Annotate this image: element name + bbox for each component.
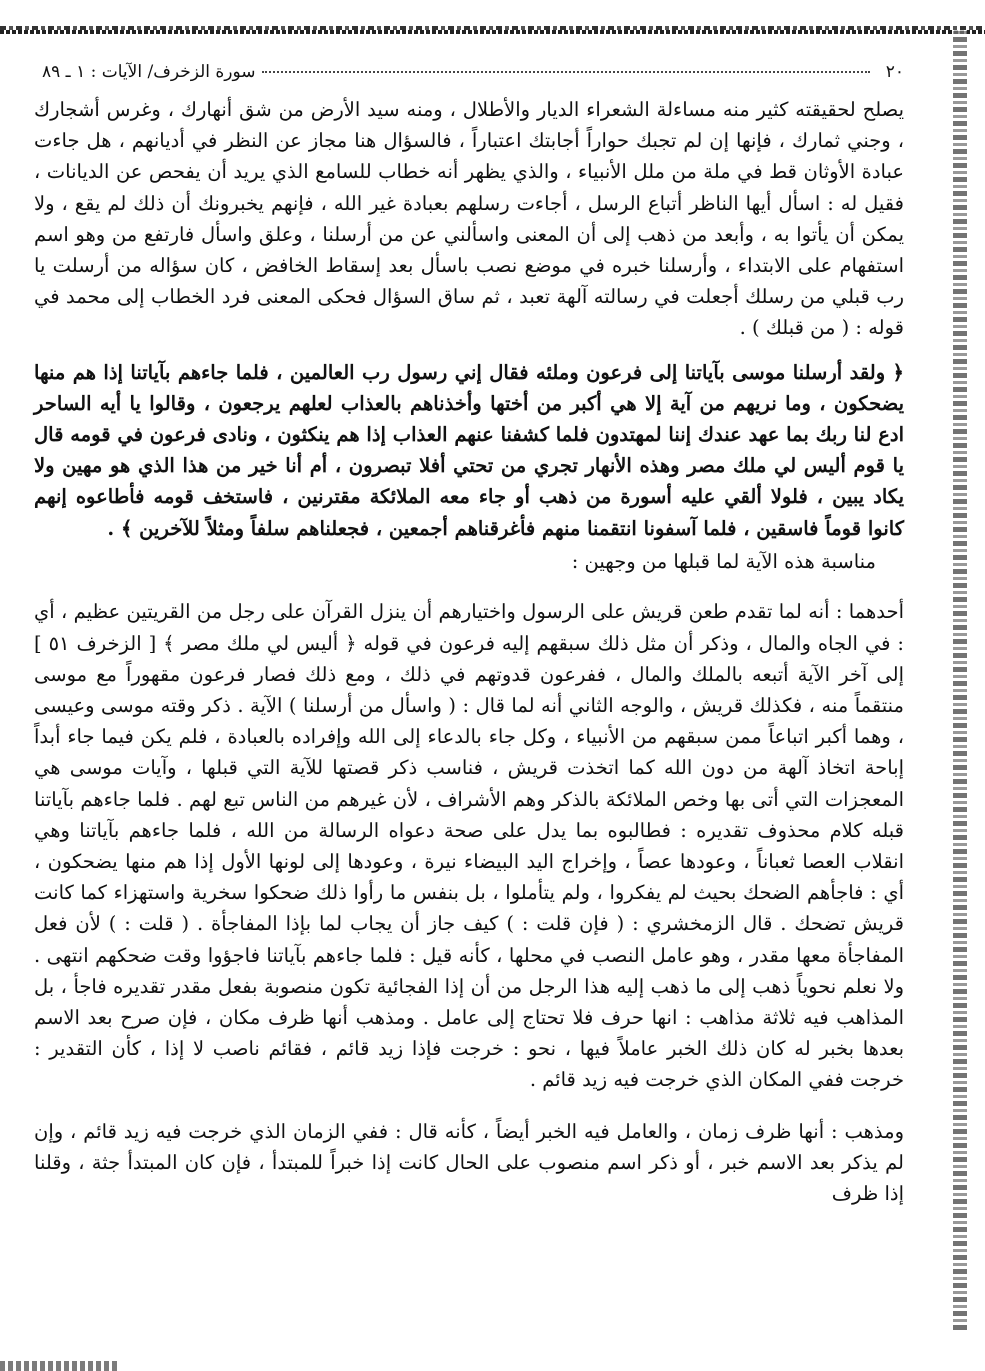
bottom-ornamental-border: [0, 1361, 120, 1371]
running-header: [34, 62, 904, 92]
page-number: ٢٠: [885, 62, 904, 82]
intro-paragraph: يصلح لحقيقته كثير منه مساءلة الشعراء الديار والأطلال ، ومنه سيد الأرض من شق أنهارك ، وغرس أشجارك ، وجني ثمارك ، فإنها إن لم تجبك حواراً أجابتك اعتباراً ، فالسؤال هنا مجاز عن النظر في أديانهم ، هل جاءت عبادة الأوثان قط في ملة من ملل الأنبياء ، والذي يظهر أنه خطاب للسامع الذي يريد أن يفحص عن الديانات ، فقيل له : اسأل أيها الناظر أتباع الرسل ، أجاءت رسلهم بعبادة غير الله ، فإنهم يخبرونك أن ذلك لم يقع ، ولا يمكن أن يأتوا به ، وأبعد من ذهب إلى أن المعنى واسألني عن من أرسلنا ، وعلق واسأل فارتفع من وهو اسم استفهام على الابتداء ، وأرسلنا خبره في موضع نصب باسأل بعد إسقاط الخافض ، كان سؤاله من أرسلت يا رب قبلي من رسلك أجعلت في رسالته آلهة تعبد ، ثم ساق السؤال فحكى المعنى فرد الخطاب إلى محمد في قوله : ( من قبلك ) .: [34, 98, 904, 340]
last-paragraph: ومذهب : أنها ظرف زمان ، والعامل فيه الخبر أيضاً ، كأنه قال : ففي الزمان الذي خرجت فيه زيد قائم ، وإن لم يذكر بعد الاسم خبر ، أو ذكر اسم منصوب على الحال كانت إذا خبراً للمبتدأ ، فإن كان المبتدأ جثة ، وقلنا إذا ظرف: [34, 1119, 904, 1205]
running-title: سورة الزخرف/ الآيات : ١ ـ ٨٩: [42, 62, 256, 82]
quran-verse-block: ﴿ ولقد أرسلنا موسى بآياتنا إلى فرعون وملئه فقال إني رسول رب العالمين ، فلما جاءهم بآياتنا إذا هم منها يضحكون ، وما نريهم من آية إلا هي أكبر من أختها وأخذناهم بالعذاب لعلهم يرجعون ، وقالوا يا أيه الساحر ادع لنا ربك بما عهد عندك إننا لمهتدون فلما كشفنا عنهم العذاب إذا هم ينكثون ، ونادى فرعون في قومه قال يا قوم أليس لي ملك مصر وهذه الأنهار تجري من تحتي أفلا تبصرون ، أم أنا خير من هذا الذي هو مهين ولا يكاد يبين ، فلولا ألقي عليه أسورة من ذهب أو جاء معه الملائكة مقترنين ، فاستخف قومه فأطاعوه إنهم كانوا قوماً فاسقين ، فلما آسفونا انتقمنا منهم فأغرقناهم أجمعين ، فجعلناهم سلفاً ومثلاً للآخرين ﴾ .: [34, 360, 904, 540]
page-content: [34, 62, 904, 1209]
section-heading: مناسبة هذه الآية لما قبلها من وجهين :: [571, 549, 876, 573]
header-leader-dots: [262, 71, 870, 73]
top-ornamental-border: [0, 0, 985, 40]
body-paragraph: أحدهما : أنه لما تقدم طعن قريش على الرسول واختيارهم أن ينزل القرآن على رجل من القريتين عظيم ، أي : في الجاه والمال ، وذكر أن مثل ذلك سبقهم إليه فرعون في قوله ﴿ أليس لي ملك مصر ﴾ [ الزخرف ٥١ ] إلى آخر الآية أتبعه بالملك والمال ، ففرعون قدوتهم في ذلك ، ومع ذلك فصار فرعون مقهوراً مع موسى منتقماً منه ، فكذلك قريش ، والوجه الثاني أنه لما قال : ( واسأل من أرسلنا ) الآية . ذكر وقته موسى وعيسى ، وهما أكبر اتباعاً ممن سبقهم من الأنبياء ، وكل جاء بالدعاء إلى الله وإفراده بالعبادة ، فلم يكن فيما جاء أبداً إباحة اتخاذ آلهة من دون الله كما اتخذت قريش ، فناسب ذكر قصتها للآية التي قبلها ، وآيات موسى هي المعجزات التي أتى بها وخص الملائكة بالذكر وهم الأشراف ، لأن غيرهم من الناس تبع لهم . فلما جاءهم بآياتنا قبله كلام محذوف تقديره : فطالبوه بما يدل على صحة دعواه الرسالة من الله ، فلما جاءهم بآياتنا وهي انقلاب العصا ثعباناً ، وعودها عصاً ، وإخراج اليد البيضاء نيرة ، وعودها إلى لونها الأول إذا هم منها يضحكون ، أي : فاجأهم الضحك بحيث لم يفكروا ، ولم يتأملوا ، بل بنفس ما رأوا ذلك ضحكوا سخرية واستهزاء كما كانت قريش تضحك . قال الزمخشري : ( فإن قلت : ) كيف جاز أن يجاب لما بإذا المفاجأة . ( قلت : ) لأن فعل المفاجأة معها مقدر ، وهو عامل النصب في محلها ، كأنه قيل : فلما جاءهم بآياتنا فاجؤوا وقت ضحكهم انتهى . ولا نعلم نحوياً ذهب إلى ما ذهب إليه هذا الرجل من أن إذا الفجائية تكون منصوبة بفعل مقدر تقديره فاجأ ، بل المذاهب فيه ثلاثة مذاهب : انها حرف فلا تحتاج إلى عامل . ومذهب أنها ظرف مكان ، فإن صرح بعد الاسم بعدها بخبر له كان ذلك الخبر عاملاً فيها ، نحو : خرجت فإذا زيد قائم ، فقائم ناصب لا إذا ، كأن التقدير : خرجت ففي المكان الذي خرجت فيه زيد قائم .: [34, 600, 905, 1092]
right-ornamental-border: [953, 30, 967, 1330]
